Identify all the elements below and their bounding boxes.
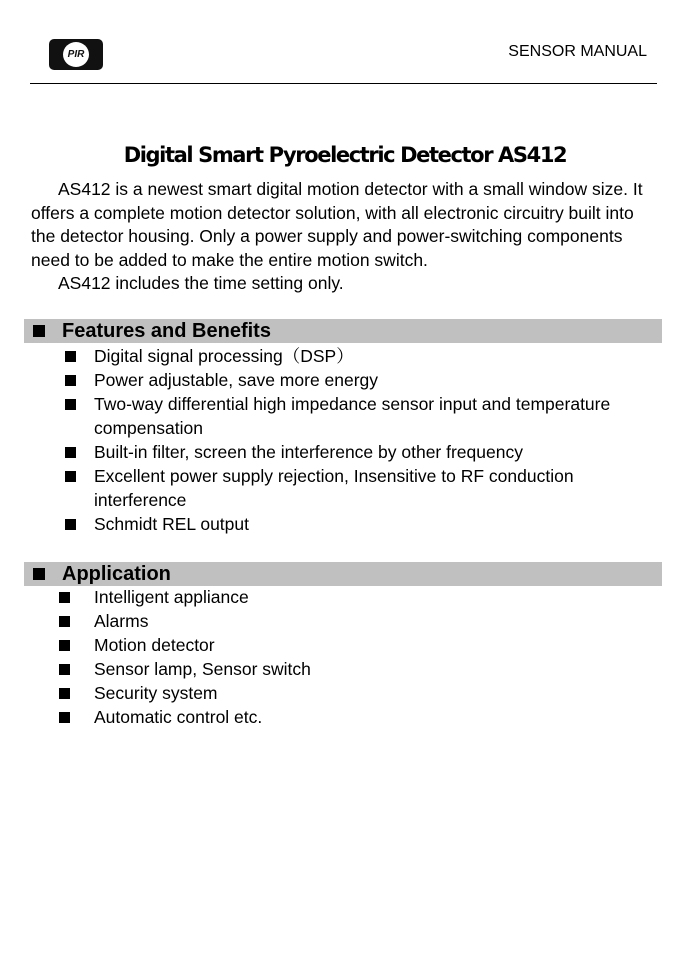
section-bullet-icon	[33, 568, 45, 580]
list-item	[0, 344, 674, 368]
section-bullet-icon	[33, 325, 45, 337]
list-item	[0, 464, 674, 512]
bullet-square-icon	[65, 519, 76, 530]
list-item	[0, 585, 674, 609]
list-item	[0, 512, 674, 536]
header-divider	[30, 83, 657, 84]
bullet-square-icon	[65, 471, 76, 482]
list-item-text: Two-way differential high impedance sensor input and temperature compensation	[94, 394, 611, 438]
list-item-text: Sensor lamp, Sensor switch	[94, 659, 311, 679]
list-item-text: Motion detector	[94, 635, 215, 655]
application-heading-bar	[24, 562, 662, 586]
list-item	[0, 392, 674, 440]
bullet-square-icon	[59, 688, 70, 699]
intro-paragraph: AS412 is a newest smart digital motion detector with a small window size. It offers a complete motion detector solution, with all electronic circuitry built into the detector housing. Only a power supply and power-switching components need to be added to make the entire motion switch.	[31, 179, 643, 270]
list-item-text: Power adjustable, save more energy	[94, 370, 379, 390]
intro-section	[31, 178, 656, 296]
pir-logo-badge: PIR	[63, 42, 89, 67]
list-item	[0, 681, 674, 705]
header-manual-label: SENSOR MANUAL	[508, 43, 647, 60]
bullet-square-icon	[65, 375, 76, 386]
list-item	[0, 609, 674, 633]
application-heading: Application	[62, 563, 171, 585]
features-list	[0, 344, 674, 536]
list-item	[0, 440, 674, 464]
bullet-square-icon	[65, 351, 76, 362]
list-item-text: Built-in filter, screen the interference by other frequency	[94, 442, 523, 462]
list-item-text: Automatic control etc.	[94, 707, 263, 727]
bullet-square-icon	[65, 447, 76, 458]
bullet-square-icon	[59, 640, 70, 651]
bullet-square-icon	[65, 399, 76, 410]
list-item-text: Alarms	[94, 611, 149, 631]
features-heading: Features and Benefits	[62, 320, 271, 342]
list-item	[0, 368, 674, 392]
intro-paragraph: AS412 includes the time setting only.	[58, 273, 344, 293]
bullet-square-icon	[59, 592, 70, 603]
list-item-text: Security system	[94, 683, 218, 703]
list-item	[0, 705, 674, 729]
document-title: Digital Smart Pyroelectric Detector AS412	[123, 143, 567, 167]
features-heading-bar	[24, 319, 662, 343]
list-item-text: Digital signal processing（DSP）	[94, 346, 354, 366]
bullet-square-icon	[59, 712, 70, 723]
list-item-text: Schmidt REL output	[94, 514, 249, 534]
list-item-text: Excellent power supply rejection, Insensitive to RF conduction interference	[94, 466, 574, 510]
application-list	[0, 585, 674, 729]
pir-logo	[49, 39, 103, 70]
bullet-square-icon	[59, 664, 70, 675]
bullet-square-icon	[59, 616, 70, 627]
list-item	[0, 657, 674, 681]
list-item-text: Intelligent appliance	[94, 587, 249, 607]
list-item	[0, 633, 674, 657]
